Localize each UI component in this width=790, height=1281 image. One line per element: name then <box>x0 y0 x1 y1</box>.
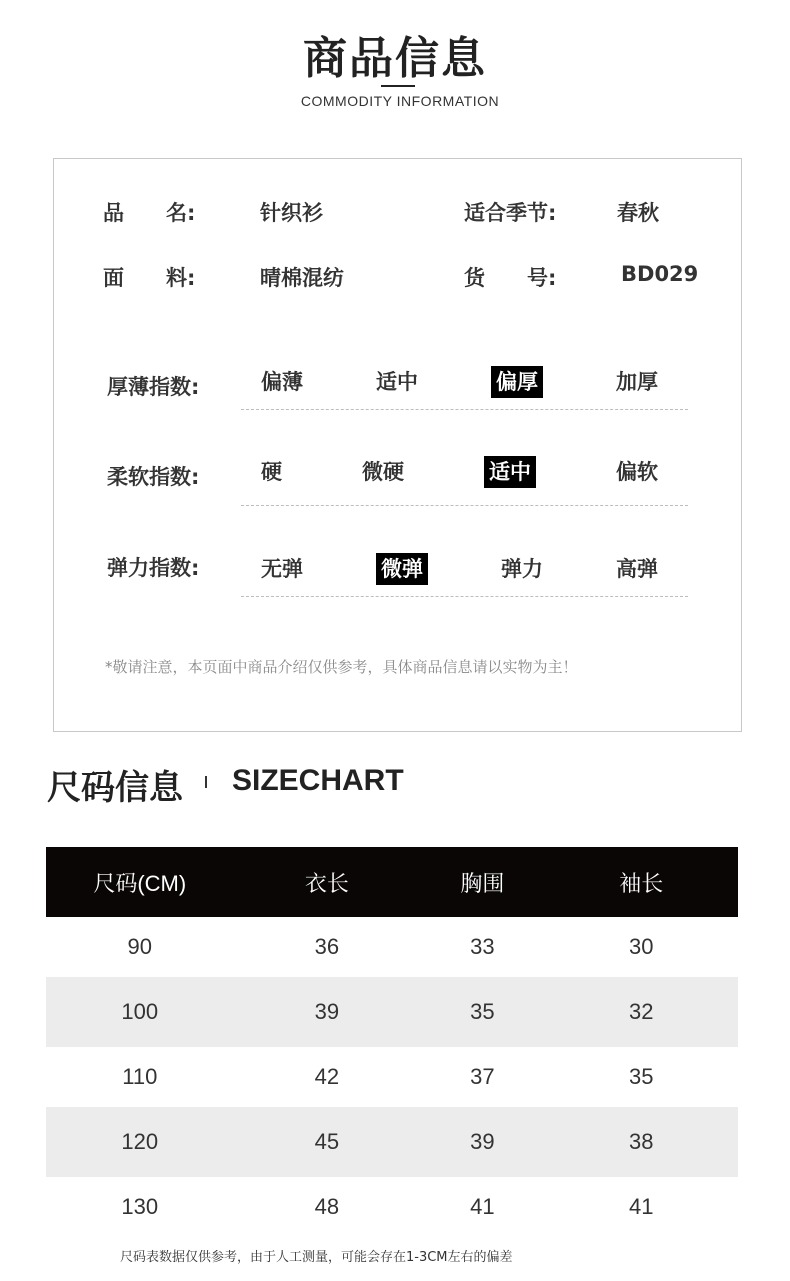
softness-option: 适中 <box>484 456 536 488</box>
table-cell: 110 <box>122 1064 158 1089</box>
title-underline <box>381 85 415 87</box>
table-cell: 35 <box>629 1064 654 1089</box>
thickness-option: 偏厚 <box>491 366 543 398</box>
softness-label: 柔软指数: <box>107 465 200 489</box>
size-footnote: 尺码表数据仅供参考，由于人工测量，可能会存在1-3CM左右的偏差 <box>120 1250 513 1265</box>
column-header: 袖长 <box>619 870 664 896</box>
table-cell: 120 <box>121 1129 159 1154</box>
softness-divider <box>241 505 688 506</box>
size-table <box>46 847 738 1237</box>
softness-option: 硬 <box>261 460 282 484</box>
elasticity-divider <box>241 596 688 597</box>
table-cell: 42 <box>314 1064 340 1089</box>
table-row <box>46 1047 738 1107</box>
thickness-divider <box>241 409 688 410</box>
season-value: 春秋 <box>617 201 659 225</box>
title-separator <box>205 776 207 788</box>
season-label: 适合季节: <box>464 201 557 225</box>
elasticity-options <box>261 553 658 585</box>
column-header: 衣长 <box>304 870 349 896</box>
product-info-box <box>53 158 742 732</box>
table-cell: 39 <box>314 999 340 1024</box>
elasticity-label: 弹力指数: <box>107 556 200 580</box>
table-cell: 39 <box>470 1129 495 1154</box>
table-cell: 48 <box>314 1194 340 1219</box>
table-row <box>46 917 738 977</box>
table-cell: 41 <box>629 1194 654 1219</box>
table-cell: 45 <box>314 1129 340 1154</box>
elasticity-option: 无弹 <box>261 557 303 581</box>
table-cell: 30 <box>629 934 654 959</box>
disclaimer-note: *敬请注意，本页面中商品介绍仅供参考，具体商品信息请以实物为主！ <box>105 658 578 676</box>
elasticity-option: 弹力 <box>501 557 543 581</box>
table-cell: 35 <box>470 999 495 1024</box>
table-cell: 33 <box>470 934 495 959</box>
thickness-option: 加厚 <box>616 370 658 394</box>
size-section-title-en: SIZECHART <box>232 764 404 797</box>
table-cell: 32 <box>629 999 654 1024</box>
table-cell: 37 <box>470 1064 495 1089</box>
softness-option: 偏软 <box>616 460 658 484</box>
sku-value: BD029 <box>621 262 699 286</box>
table-row <box>46 1177 738 1237</box>
page-title: 商品信息 <box>303 33 487 84</box>
column-header: 尺码(CM) <box>93 870 187 896</box>
table-cell: 90 <box>127 934 153 959</box>
name-value: 针织衫 <box>260 201 323 225</box>
thickness-option: 偏薄 <box>261 370 303 394</box>
elasticity-option: 高弹 <box>616 557 658 581</box>
softness-options <box>261 456 658 488</box>
name-label: 品 名: <box>103 201 196 225</box>
table-header <box>46 847 738 917</box>
thickness-option: 适中 <box>376 370 418 394</box>
table-cell: 100 <box>121 999 159 1024</box>
size-section-title: 尺码信息 <box>47 768 183 808</box>
table-row <box>46 977 738 1047</box>
fabric-label: 面 料: <box>103 266 196 290</box>
table-row <box>46 1107 738 1177</box>
sku-label: 货 号: <box>464 266 557 290</box>
thickness-label: 厚薄指数: <box>107 375 200 399</box>
table-cell: 36 <box>314 934 340 959</box>
thickness-options <box>261 366 658 398</box>
elasticity-option: 微弹 <box>376 553 428 585</box>
table-cell: 130 <box>121 1194 159 1219</box>
page-subtitle: COMMODITY INFORMATION <box>300 93 500 109</box>
fabric-value: 晴棉混纺 <box>260 266 344 290</box>
table-cell: 41 <box>470 1194 495 1219</box>
table-cell: 38 <box>629 1129 654 1154</box>
softness-option: 微硬 <box>362 460 404 484</box>
column-header: 胸围 <box>460 870 505 896</box>
